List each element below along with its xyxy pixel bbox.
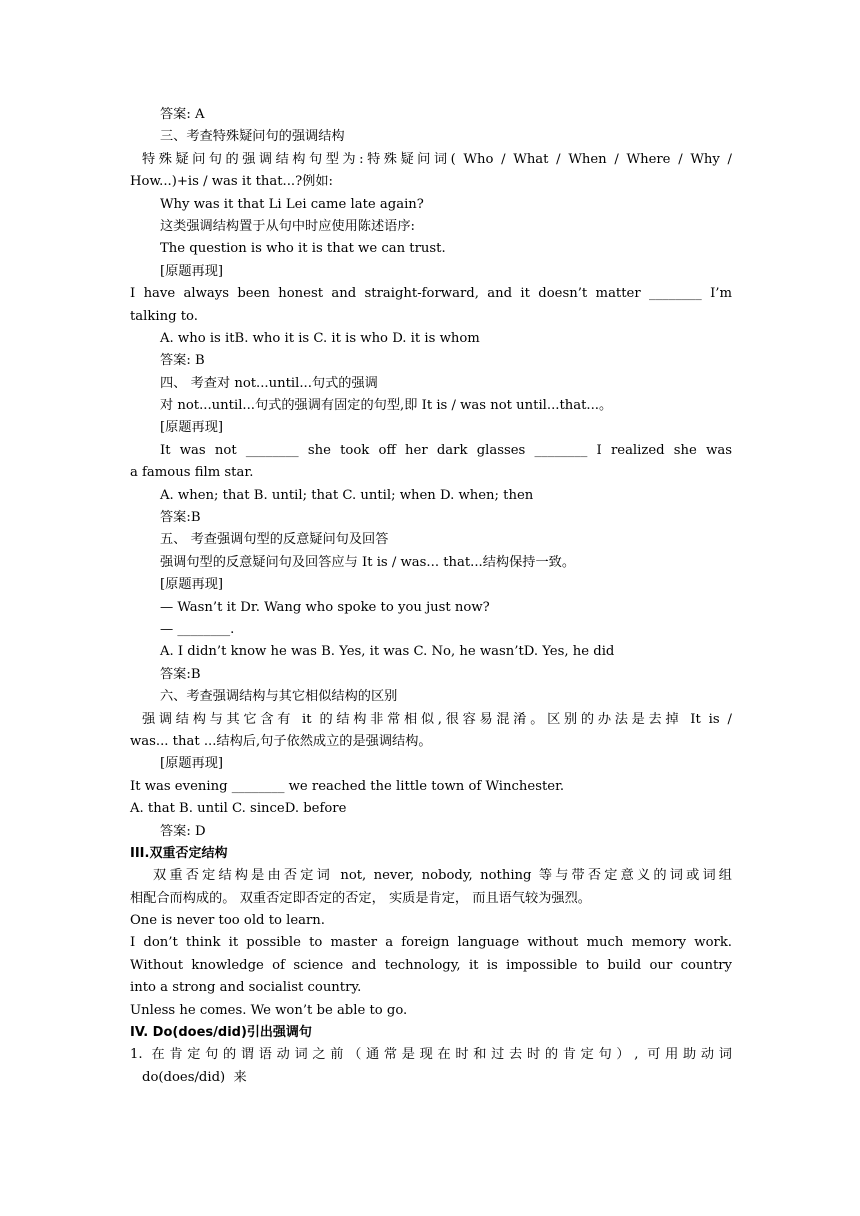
example-sentence: into a strong and socialist country.: [130, 980, 362, 996]
paragraph-line: 相配合而构成的。 双重否定即否定的否定， 实质是肯定， 而且语气较为强烈。: [130, 890, 591, 906]
example-sentence: Unless he comes. We won’t be able to go.: [130, 1002, 408, 1018]
dialogue-line: — Wasn’t it Dr. Wang who spoke to you just now?: [160, 599, 490, 615]
dialogue-line: — ________.: [160, 621, 235, 637]
exam-label: [原题再现]: [160, 756, 224, 772]
example-sentence: The question is who it is that we can trust.: [160, 241, 446, 257]
section-heading: 四、 考查对 not...until...句式的强调: [160, 375, 378, 391]
section-heading: 五、 考查强调句型的反意疑问句及回答: [160, 532, 389, 548]
paragraph-line: How...)+is / was it that...?例如:: [130, 174, 333, 190]
example-sentence: Without knowledge of science and technology, it is impossible to build our country: [130, 957, 732, 973]
section-heading: 六、考查强调结构与其它相似结构的区别: [160, 689, 398, 705]
paragraph-line: 强调句型的反意疑问句及回答应与 It is / was... that...结构保持一致。: [160, 554, 576, 570]
paragraph-line: 这类强调结构置于从句中时应使用陈述语序:: [160, 218, 416, 234]
paragraph-line: 双重否定结构是由否定词 not, never, nobody, nothing 等与带否定意义的词或词组: [153, 868, 732, 884]
question-line: It was not ________ she took off her dark glasses ________ I realized she was: [160, 442, 732, 458]
paragraph-line: 强调结构与其它含有 it 的结构非常相似,很容易混淆。区别的办法是去掉 It is /: [142, 711, 732, 727]
paragraph-line: 对 not...until...句式的强调有固定的句型,即 It is / was not until...that...。: [160, 398, 613, 414]
major-heading: IV. Do(does/did)引出强调句: [130, 1025, 312, 1041]
question-line: I have always been honest and straight-forward, and it doesn’t matter ________ I’m: [130, 286, 732, 302]
example-sentence: One is never too old to learn.: [130, 913, 325, 929]
document-body: [130, 104, 732, 1089]
example-sentence: I don’t think it possible to master a foreign language without much memory work.: [130, 935, 732, 951]
exam-label: [原题再现]: [160, 420, 224, 436]
exam-label: [原题再现]: [160, 577, 224, 593]
answer-line: 答案: B: [160, 353, 205, 369]
example-sentence: Why was it that Li Lei came late again?: [160, 196, 424, 212]
answer-line: 答案: A: [160, 107, 205, 122]
options-line: A. that B. until C. sinceD. before: [130, 801, 347, 817]
list-item-line: do(does/did) 来: [142, 1069, 247, 1085]
paragraph-line: was... that ...结构后,句子依然成立的是强调结构。: [130, 733, 432, 749]
options-line: A. when; that B. until; that C. until; when D. when; then: [160, 487, 534, 503]
exam-label: [原题再现]: [160, 263, 224, 279]
paragraph-line: 特殊疑问句的强调结构句型为:特殊疑问词( Who / What / When / Where / Why /: [142, 151, 732, 167]
major-heading: III.双重否定结构: [130, 845, 228, 861]
question-line: a famous film star.: [130, 465, 254, 481]
options-line: A. who is itB. who it is C. it is who D. it is whom: [160, 330, 480, 346]
section-heading: 三、考查特殊疑问句的强调结构: [160, 129, 345, 145]
question-line: It was evening ________ we reached the little town of Winchester.: [130, 778, 565, 794]
answer-line: 答案: D: [160, 823, 206, 839]
question-line: talking to.: [130, 308, 198, 324]
options-line: A. I didn’t know he was B. Yes, it was C. No, he wasn’tD. Yes, he did: [160, 644, 615, 660]
answer-line: 答案:B: [160, 510, 201, 526]
answer-line: 答案:B: [160, 666, 201, 682]
list-item-line: 1. 在肯定句的谓语动词之前（通常是现在时和过去时的肯定句）, 可用助动词: [130, 1047, 732, 1063]
